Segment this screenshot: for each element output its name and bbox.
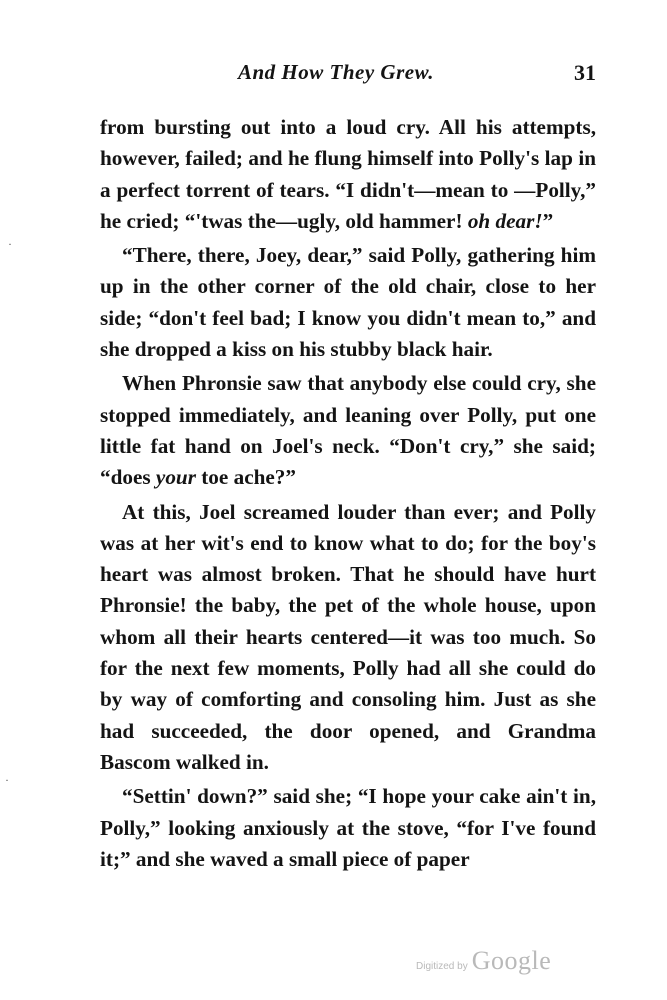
digitized-watermark: [416, 946, 551, 976]
paragraph: [100, 497, 596, 779]
digitized-label: Digitized by: [416, 961, 468, 972]
google-logo: Google: [471, 946, 552, 975]
body-text: [100, 112, 596, 878]
running-head: [100, 60, 600, 88]
paragraph-text: from bursting out into a loud cry. All his attempts, however, failed; and he flung himself into Polly's lap in a perfect torrent of tears. “I didn't—mean to —Polly,” he cried; “'twas the—ugly, old hammer!: [100, 115, 596, 233]
paragraph: [100, 240, 596, 365]
paragraph: [100, 368, 596, 493]
paragraph-text: ”: [542, 208, 554, 233]
paragraph: [100, 781, 596, 875]
paragraph: [100, 112, 596, 237]
italic-text: oh dear!: [467, 208, 543, 233]
running-title: And How They Grew.: [238, 60, 435, 84]
margin-speck: ·: [8, 237, 12, 251]
italic-text: your: [155, 465, 196, 490]
margin-speck: ·: [5, 773, 9, 787]
paragraph-text: “Settin' down?” said she; “I hope your cake ain't in, Polly,” looking anxiously at the stove, “for I've found it;” and she waved a small piece of paper: [100, 784, 596, 871]
paragraph-text: At this, Joel screamed louder than ever; and Polly was at her wit's end to know what to do; for the boy's heart was almost broken. That he should have hurt Phronsie! the baby, the pet of the whole house, upon whom all their hearts centered—it was too much. So for the next few moments, Polly had all she could do by way of comforting and consoling him. Just as she had succeeded, the door opened, and Grandma Bascom walked in.: [100, 499, 596, 774]
paragraph-text: When Phronsie saw that anybody else could cry, she stopped immediately, and leaning over Polly, put one little fat hand on Joel's neck. “Don't cry,” she said; “does: [100, 371, 596, 490]
page-number: 31: [574, 60, 596, 85]
paragraph-text: toe ache?”: [195, 465, 296, 490]
paragraph-text: “There, there, Joey, dear,” said Polly, gathering him up in the other corner of the old chair, close to her side; “don't feel bad; I know you didn't mean to,” and she dropped a kiss on his stubby black hair.: [100, 243, 596, 362]
